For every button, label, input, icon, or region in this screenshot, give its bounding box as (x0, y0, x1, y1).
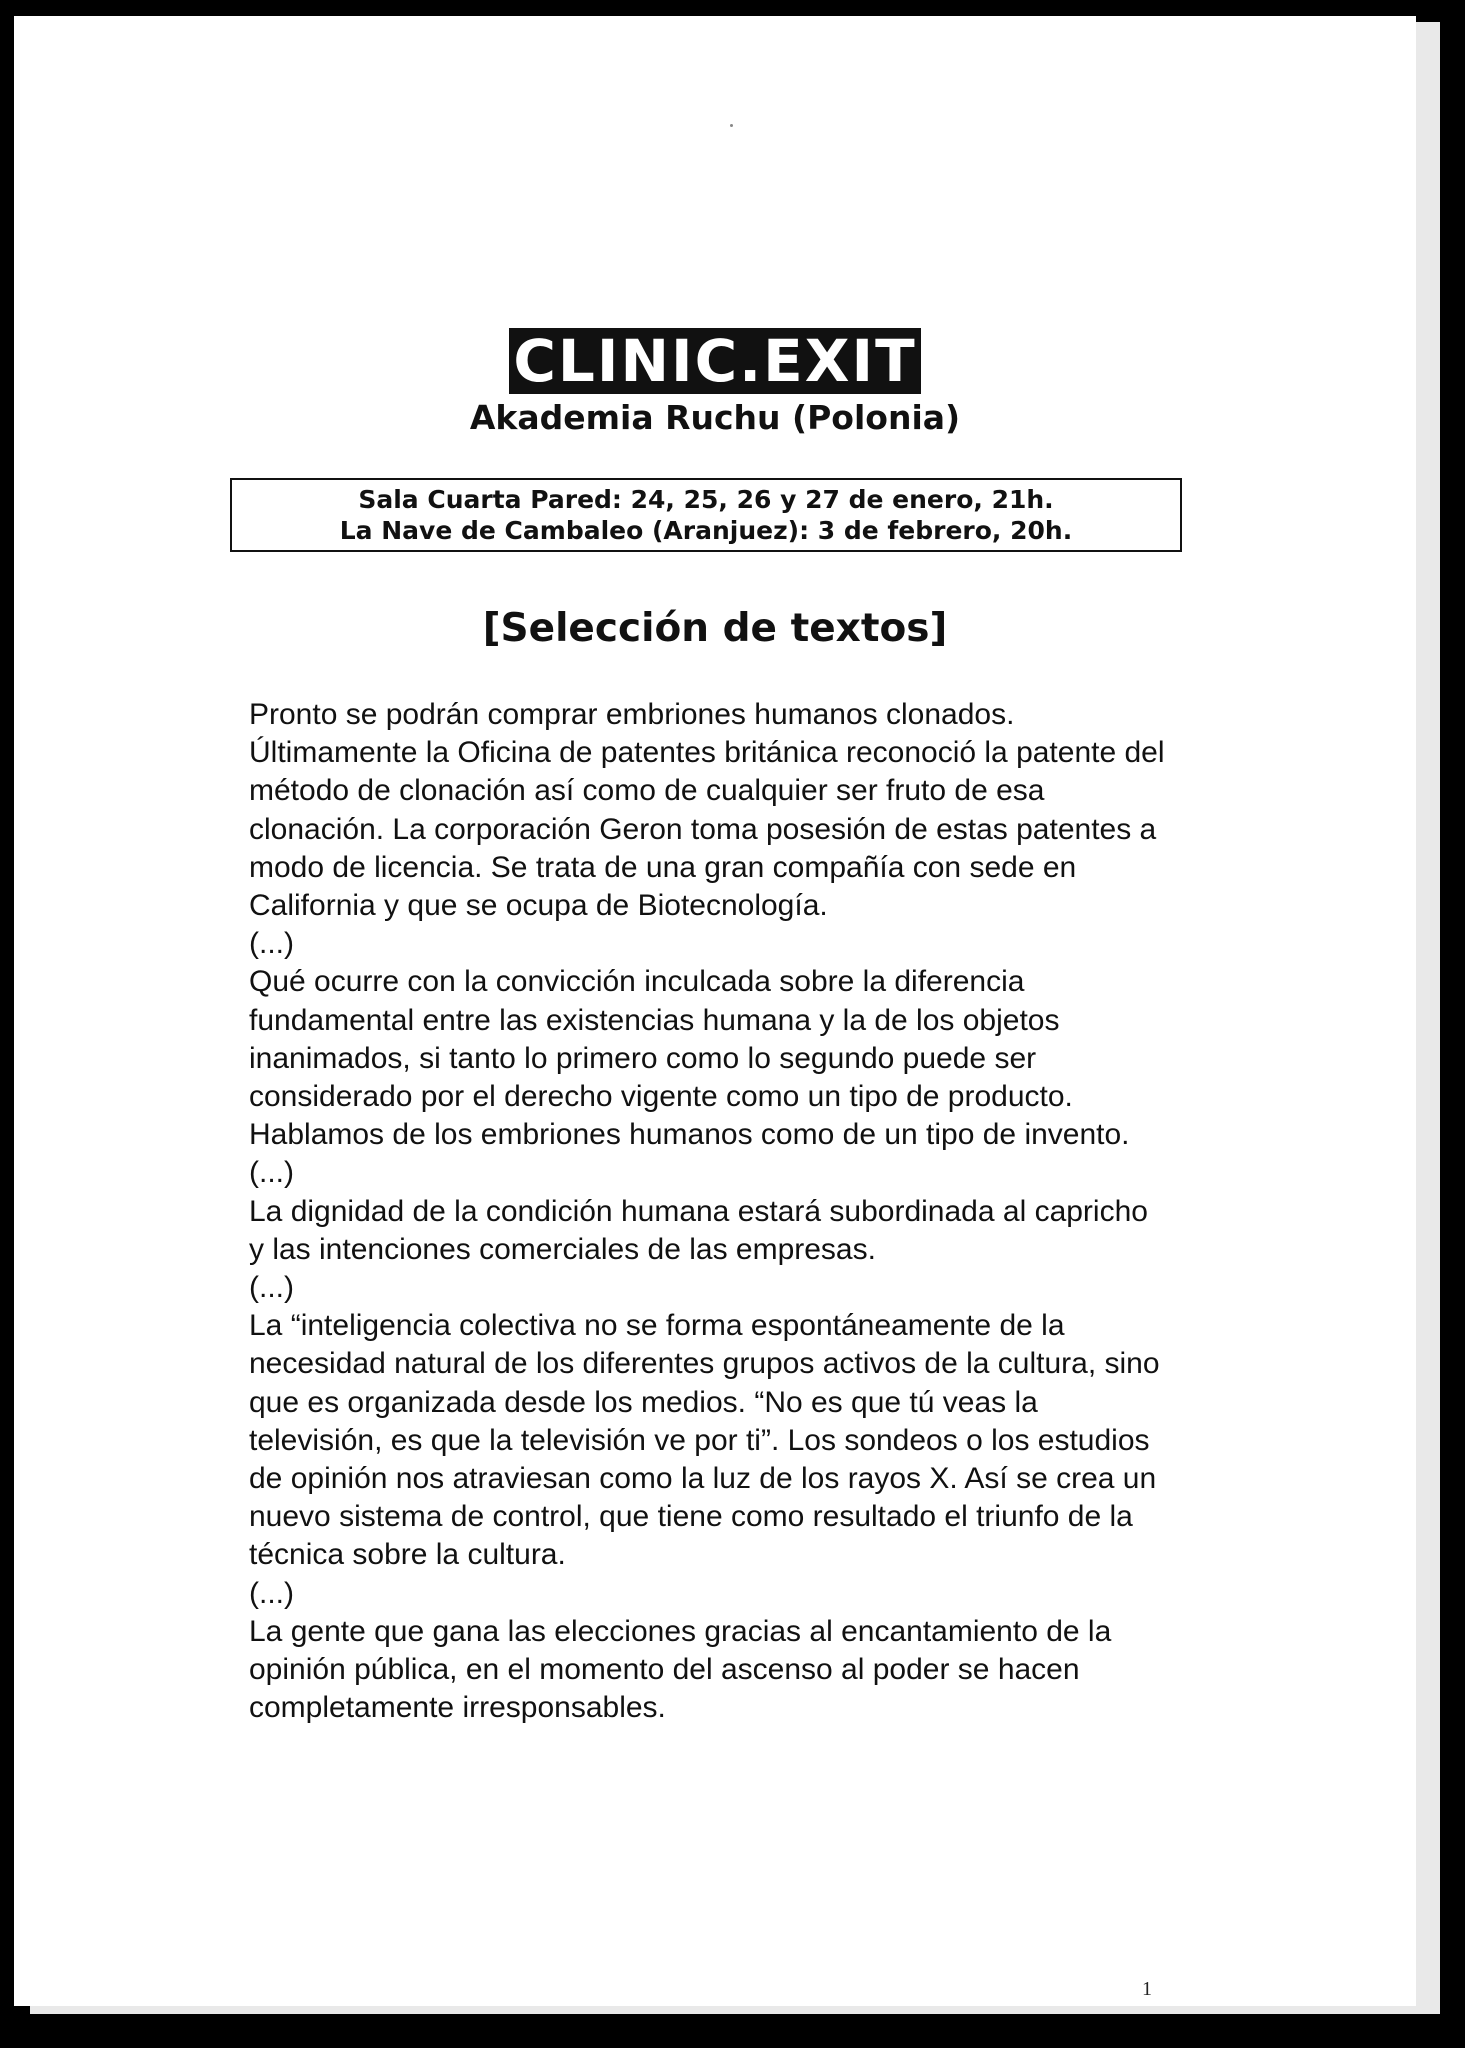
venue-line-2: La Nave de Cambaleo (Aranjuez): 3 de febrero, 20h. (339, 516, 1073, 545)
venue-line-1: Sala Cuarta Pared: 24, 25, 26 y 27 de enero, 21h. (358, 485, 1054, 514)
page (14, 16, 1416, 2006)
page-number: 1 (1142, 1978, 1152, 2000)
paragraph: La dignidad de la condición humana estará subordinada al capricho y las intenciones comerciales de las empresas. (249, 1194, 1148, 1266)
paragraph: Qué ocurre con la convicción inculcada sobre la diferencia fundamental entre las existencias humana y la de los objetos inanimados, si tanto lo primero como lo segundo puede ser considerado por el derecho vigente como un tipo de producto. Hablamos de los embriones humanos como de un tipo de invento. (249, 965, 1130, 1152)
scan-speck (730, 124, 733, 127)
play-title: CLINIC.EXIT (509, 328, 920, 394)
ellipsis-separator: (...) (249, 1156, 294, 1190)
ellipsis-separator: (...) (249, 1576, 294, 1610)
company-name: Akademia Ruchu (Polonia) (469, 398, 961, 437)
header (14, 328, 1416, 440)
paragraph: Pronto se podrán comprar embriones humanos clonados. Últimamente la Oficina de patentes británica reconoció la patente del método de clonación así como de cualquier ser fruto de esa clonación. La corporación Geron toma posesión de estas patentes a modo de licencia. Se trata de una gran compañía con sede en California y que se ocupa de Biotecnología. (249, 698, 1165, 923)
paragraph: La gente que gana las elecciones gracias al encantamiento de la opinión pública, en el momento del ascenso al poder se hacen completamente irresponsables. (249, 1614, 1112, 1725)
paragraph: La “inteligencia colectiva no se forma espontáneamente de la necesidad natural de los diferentes grupos activos de la cultura, sino que es organizada desde los medios. “No es que tú veas la televisión, es que la televisión ve por ti”. Los sondeos o los estudios de opinión nos atraviesan como la luz de los rayos X. Así se crea un nuevo sistema de control, que tiene como resultado el triunfo de la técnica sobre la cultura. (249, 1309, 1160, 1572)
ellipsis-separator: (...) (249, 1271, 294, 1305)
text-selection (249, 696, 1169, 1727)
section-title: [Selección de textos] (482, 606, 948, 651)
performance-dates-box (230, 478, 1182, 552)
ellipsis-separator: (...) (249, 927, 294, 961)
